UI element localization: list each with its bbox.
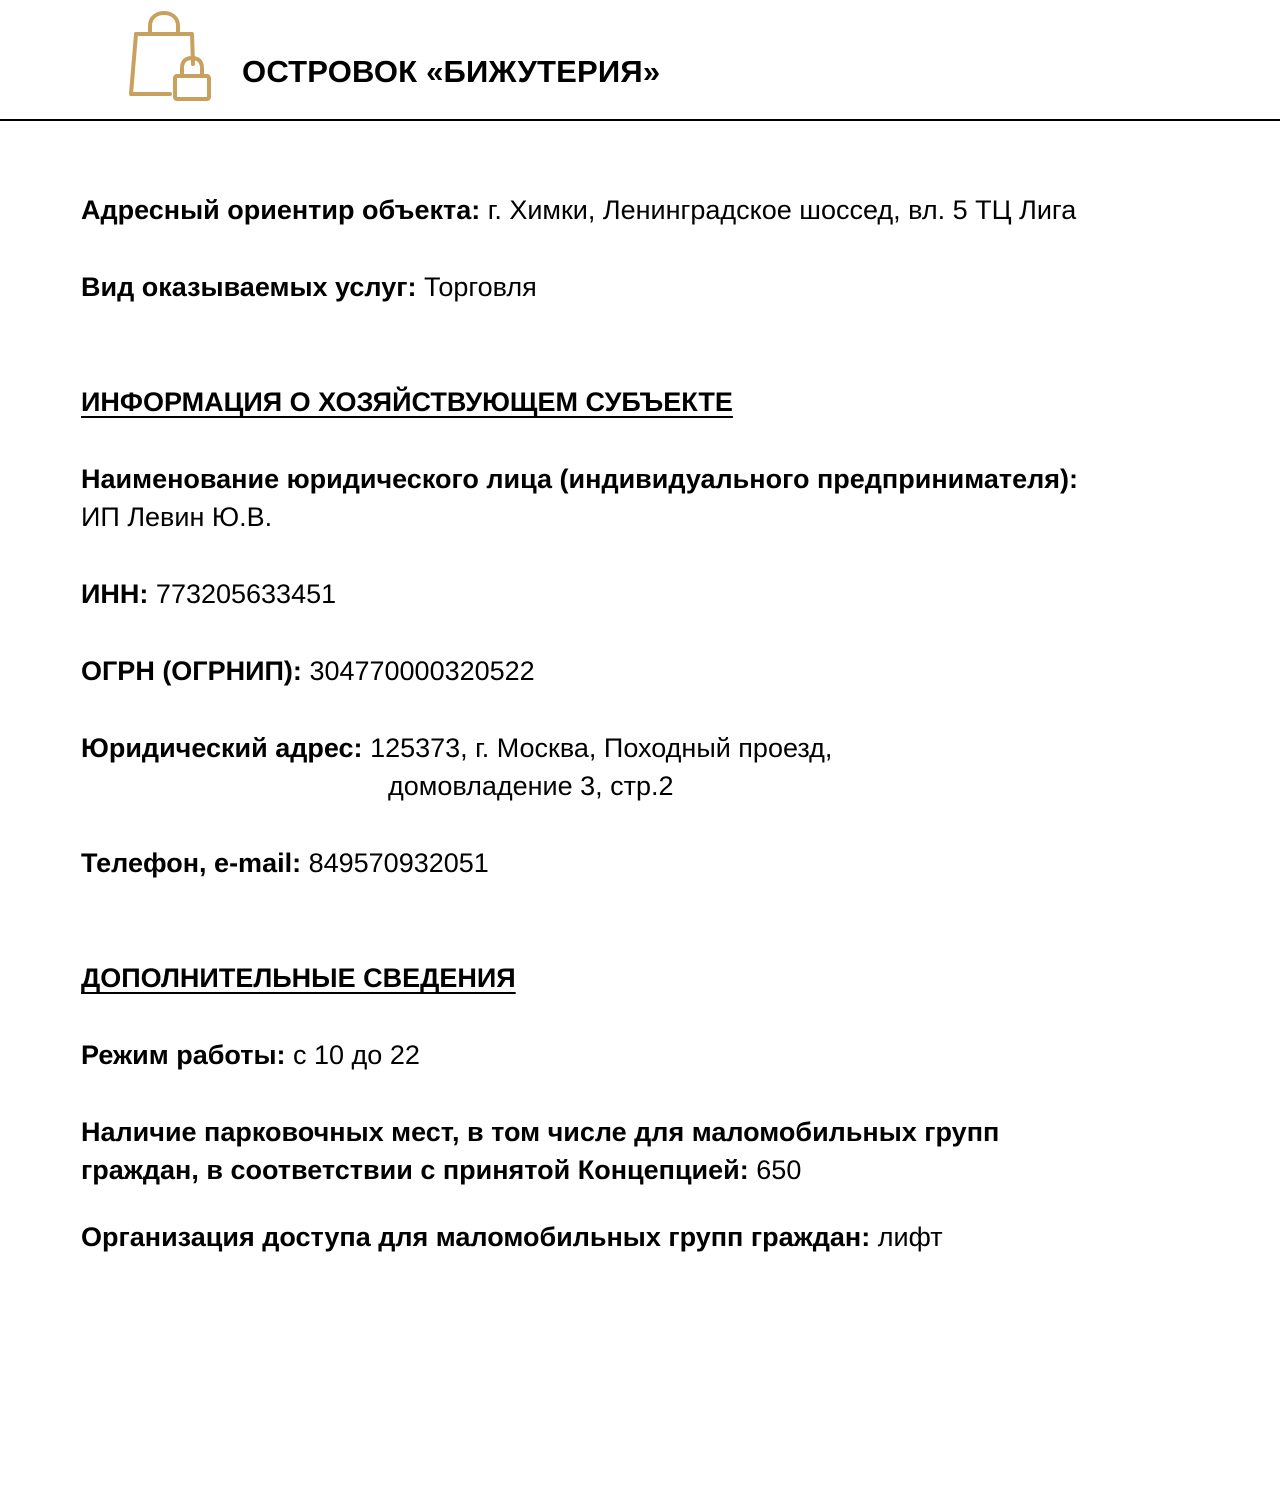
legal-address-line1: 125373, г. Москва, Походный проезд, xyxy=(370,733,833,763)
page-title: ОСТРОВОК «БИЖУТЕРИЯ» xyxy=(242,54,661,89)
inn-value: 773205633451 xyxy=(155,579,337,609)
object-address-label: Адресный ориентир объекта: xyxy=(81,195,481,225)
contact-row xyxy=(81,845,489,881)
services-value: Торговля xyxy=(423,272,537,302)
access-row xyxy=(81,1219,943,1255)
entity-name-label: Наименование юридического лица (индивидуального предпринимателя): xyxy=(81,464,1078,494)
parking-value: 650 xyxy=(756,1155,802,1185)
object-address-value: г. Химки, Ленинградское шоссед, вл. 5 ТЦ Лига xyxy=(487,195,1077,225)
services-row xyxy=(81,269,537,305)
legal-address-row xyxy=(81,730,832,766)
ogrn-value: 304770000320522 xyxy=(309,656,535,686)
ogrn-label: ОГРН (ОГРНИП): xyxy=(81,656,302,686)
ogrn-row xyxy=(81,653,535,689)
parking-label-line1 xyxy=(81,1114,999,1150)
object-address-row xyxy=(81,192,1076,228)
access-value: лифт xyxy=(877,1222,943,1252)
hours-label: Режим работы: xyxy=(81,1040,286,1070)
access-label: Организация доступа для маломобильных групп граждан: xyxy=(81,1222,871,1252)
entity-name-value: ИП Левин Ю.В. xyxy=(81,502,273,532)
legal-address-line2: домовладение 3, стр.2 xyxy=(388,771,674,801)
entity-name-row xyxy=(81,461,1078,497)
contact-value: 849570932051 xyxy=(308,848,489,878)
hours-row xyxy=(81,1037,420,1073)
services-label: Вид оказываемых услуг: xyxy=(81,272,417,302)
legal-address-label: Юридический адрес: xyxy=(81,733,363,763)
header-divider xyxy=(0,119,1280,121)
inn-label: ИНН: xyxy=(81,579,149,609)
inn-row xyxy=(81,576,336,612)
page-header xyxy=(0,0,1280,120)
entity-section-heading: ИНФОРМАЦИЯ О ХОЗЯЙСТВУЮЩЕМ СУБЪЕКТЕ xyxy=(81,387,733,417)
hours-value: с 10 до 22 xyxy=(293,1040,420,1070)
extra-section-heading: ДОПОЛНИТЕЛЬНЫЕ СВЕДЕНИЯ xyxy=(81,963,516,993)
parking-row xyxy=(81,1152,801,1188)
shopping-bag-lock-icon xyxy=(126,10,214,104)
parking-label-line2: граждан, в соответствии с принятой Концепцией: xyxy=(81,1155,749,1185)
contact-label: Телефон, e-mail: xyxy=(81,848,302,878)
parking-label-text-1: Наличие парковочных мест, в том числе для маломобильных групп xyxy=(81,1117,1000,1147)
